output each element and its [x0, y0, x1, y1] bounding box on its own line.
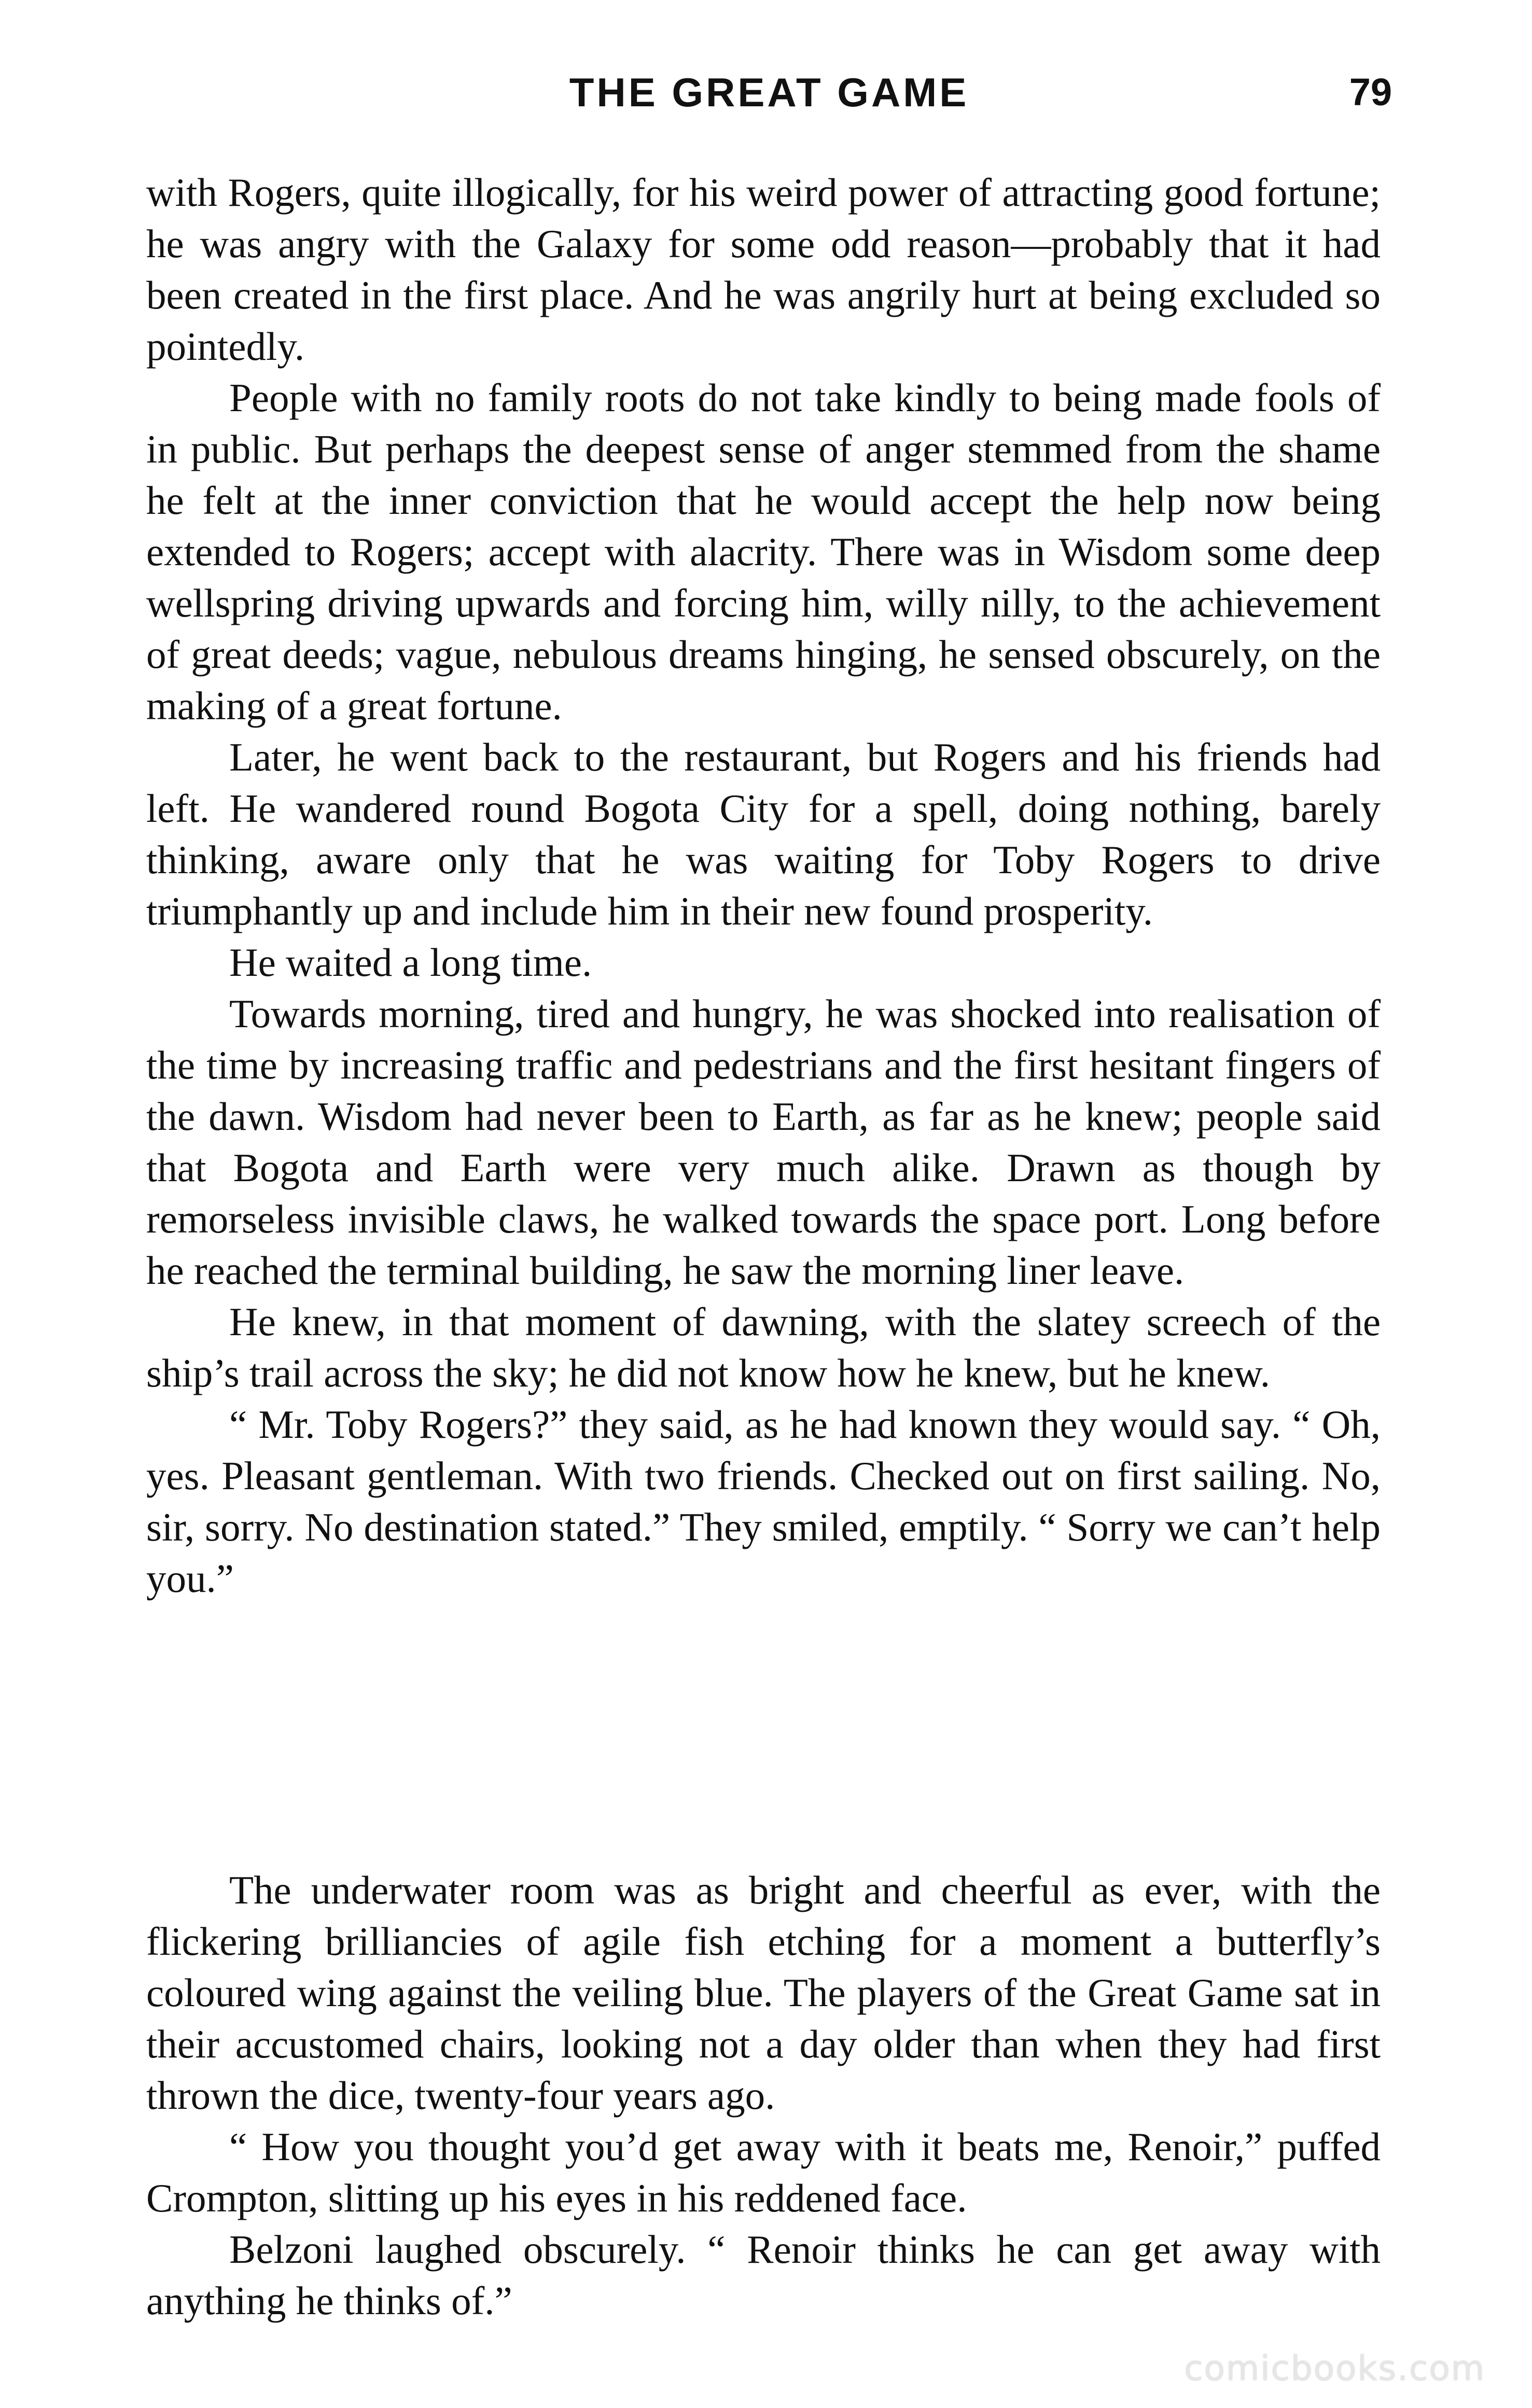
paragraph: “ How you thought you’d get away with it beats me, Renoir,” puffed Crompton, slitting up his eyes in his reddened face.	[146, 2124, 1381, 2220]
page-number: 79	[1349, 71, 1392, 114]
paragraph: The underwater room was as bright and cheerful as ever, with the flickering brilliancies of agile fish etching for a moment a butterfly’s coloured wing against the veiling blue. The players of the Great Game sat in their accustomed chairs, looking not a day older than when they had first thrown the dice, twenty-four years ago.	[146, 1868, 1381, 2118]
paragraph: He knew, in that moment of dawning, with the slatey screech of the ship’s trail across the sky; he did not know how he knew, but he knew.	[146, 1299, 1381, 1395]
watermark: comicbooks.com	[1184, 2348, 1485, 2388]
text-block-1	[146, 167, 1381, 1604]
paragraph: with Rogers, quite illogically, for his weird power of attracting good fortune; he was angry with the Galaxy for some odd reason—probably that it had been created in the first place. And he was angrily hurt at being excluded so pointedly.	[146, 170, 1381, 369]
paragraph: Towards morning, tired and hungry, he was shocked into realisation of the time by increasing traffic and pedestrians and the first hesitant fingers of the dawn. Wisdom had never been to Earth, as far as he knew; people said that Bogota and Earth were very much alike. Drawn as though by remorseless invisible claws, he walked towards the space port. Long before he reached the terminal building, he saw the morning liner leave.	[146, 991, 1381, 1293]
text-block-2	[146, 1865, 1381, 2327]
paragraph: Later, he went back to the restaurant, but Rogers and his friends had left. He wandered round Bogota City for a spell, doing nothing, barely thinking, aware only that he was waiting for Toby Rogers to drive triumphantly up and include him in their new found prosperity.	[146, 735, 1381, 933]
paragraph: He waited a long time.	[229, 940, 592, 985]
page-header	[146, 66, 1392, 118]
paragraph: People with no family roots do not take kindly to being made fools of in public. But perhaps the deepest sense of anger stemmed from the shame he felt at the inner conviction that he would accept the help now being extended to Rogers; accept with alacrity. There was in Wisdom some deep wellspring driving upwards and forcing him, willy nilly, to the achievement of great deeds; vague, nebulous dreams hinging, he sensed obscurely, on the making of a great fortune.	[146, 375, 1381, 728]
paragraph: Belzoni laughed obscurely. “ Renoir thinks he can get away with anything he thinks of.”	[146, 2227, 1381, 2323]
running-title: THE GREAT GAME	[569, 69, 969, 115]
paragraph: “ Mr. Toby Rogers?” they said, as he had known they would say. “ Oh, yes. Pleasant gentleman. With two friends. Checked out on first sailing. No, sir, sorry. No destination stated.” They smiled, emptily. “ Sorry we can’t help you.”	[146, 1402, 1381, 1601]
